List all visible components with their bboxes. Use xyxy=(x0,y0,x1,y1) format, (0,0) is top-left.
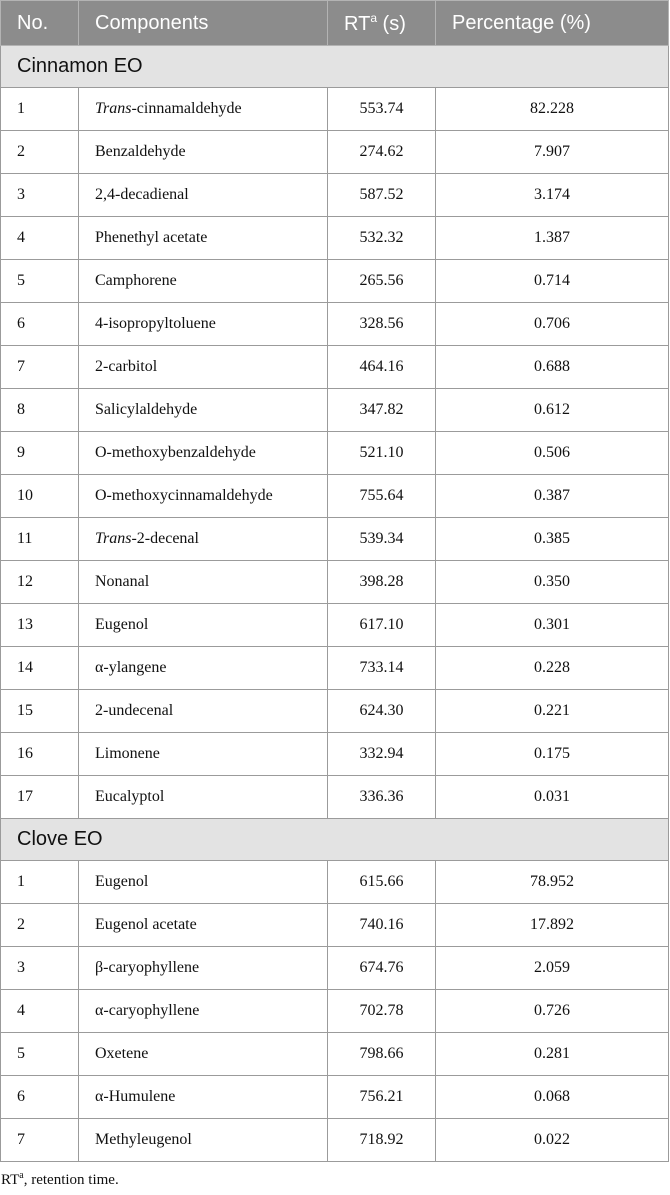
cell-no: 15 xyxy=(1,690,79,733)
cell-percentage: 0.022 xyxy=(436,1119,669,1162)
component-name: Camphorene xyxy=(95,272,177,289)
component-name: O-methoxybenzaldehyde xyxy=(95,444,256,461)
cell-rt: 398.28 xyxy=(328,561,436,604)
cell-no: 8 xyxy=(1,389,79,432)
cell-percentage: 0.031 xyxy=(436,776,669,819)
cell-no: 5 xyxy=(1,1033,79,1076)
cell-percentage: 0.612 xyxy=(436,389,669,432)
table-row xyxy=(1,346,669,389)
table-row xyxy=(1,518,669,561)
table-row xyxy=(1,1119,669,1162)
cell-rt: 615.66 xyxy=(328,861,436,904)
component-name: O-methoxycinnamaldehyde xyxy=(95,487,273,504)
table-row xyxy=(1,776,669,819)
component-name: Eucalyptol xyxy=(95,788,165,805)
cell-rt: 617.10 xyxy=(328,604,436,647)
table-row xyxy=(1,904,669,947)
cell-rt: 521.10 xyxy=(328,432,436,475)
cell-component xyxy=(79,88,328,131)
table-row xyxy=(1,733,669,776)
table-body xyxy=(1,46,669,1162)
cell-rt: 553.74 xyxy=(328,88,436,131)
header-rt: $RT^a$ (s) xyxy=(328,1,436,46)
cell-no: 2 xyxy=(1,131,79,174)
cell-component xyxy=(79,260,328,303)
cell-rt: 740.16 xyxy=(328,904,436,947)
cell-rt: 265.56 xyxy=(328,260,436,303)
cell-percentage: 17.892 xyxy=(436,904,669,947)
cell-component xyxy=(79,389,328,432)
component-name: β-caryophyllene xyxy=(95,959,200,976)
table-row xyxy=(1,990,669,1033)
component-prefix: Trans xyxy=(95,530,132,547)
cell-rt: 539.34 xyxy=(328,518,436,561)
cell-component xyxy=(79,733,328,776)
cell-component xyxy=(79,947,328,990)
cell-percentage: 0.726 xyxy=(436,990,669,1033)
cell-component xyxy=(79,174,328,217)
component-name: Eugenol acetate xyxy=(95,916,197,933)
cell-percentage: 0.228 xyxy=(436,647,669,690)
cell-percentage: 0.301 xyxy=(436,604,669,647)
table-row xyxy=(1,690,669,733)
table-row xyxy=(1,475,669,518)
component-name: -2-decenal xyxy=(131,530,199,547)
cell-component xyxy=(79,475,328,518)
component-name: -cinnamaldehyde xyxy=(131,100,242,117)
cell-rt: 756.21 xyxy=(328,1076,436,1119)
cell-percentage: 82.228 xyxy=(436,88,669,131)
cell-component xyxy=(79,217,328,260)
cell-percentage: 0.385 xyxy=(436,518,669,561)
cell-rt: 532.32 xyxy=(328,217,436,260)
cell-percentage: 0.706 xyxy=(436,303,669,346)
component-name: Methyleugenol xyxy=(95,1131,192,1148)
cell-component xyxy=(79,861,328,904)
cell-component xyxy=(79,647,328,690)
table-row xyxy=(1,561,669,604)
cell-rt: 587.52 xyxy=(328,174,436,217)
table-header xyxy=(1,1,669,46)
cell-percentage: 0.221 xyxy=(436,690,669,733)
component-name: 4-isopropyltoluene xyxy=(95,315,216,332)
table-row xyxy=(1,303,669,346)
cell-no: 1 xyxy=(1,861,79,904)
header-components: Components xyxy=(79,1,328,46)
cell-rt: 624.30 xyxy=(328,690,436,733)
cell-no: 4 xyxy=(1,990,79,1033)
section-title: Cinnamon EO xyxy=(1,46,669,88)
component-name: Benzaldehyde xyxy=(95,143,186,160)
cell-percentage: 1.387 xyxy=(436,217,669,260)
cell-component xyxy=(79,1119,328,1162)
table-row xyxy=(1,389,669,432)
cell-no: 6 xyxy=(1,303,79,346)
header-no: No. xyxy=(1,1,79,46)
cell-no: 11 xyxy=(1,518,79,561)
table-row xyxy=(1,1033,669,1076)
component-prefix: Trans xyxy=(95,100,132,117)
table-row xyxy=(1,1076,669,1119)
cell-percentage: 0.068 xyxy=(436,1076,669,1119)
table-row xyxy=(1,217,669,260)
table-row xyxy=(1,131,669,174)
footnote: $RT^a$, retention time. xyxy=(1,1170,119,1188)
cell-rt: 674.76 xyxy=(328,947,436,990)
cell-component xyxy=(79,1033,328,1076)
component-name: α-caryophyllene xyxy=(95,1002,200,1019)
cell-rt: 347.82 xyxy=(328,389,436,432)
section-header xyxy=(1,819,669,861)
cell-component xyxy=(79,131,328,174)
cell-no: 3 xyxy=(1,174,79,217)
component-name: 2-undecenal xyxy=(95,702,174,719)
table-row xyxy=(1,947,669,990)
component-name: Nonanal xyxy=(95,573,150,590)
cell-rt: 464.16 xyxy=(328,346,436,389)
cell-component xyxy=(79,604,328,647)
header-percentage: Percentage (%) xyxy=(436,1,669,46)
cell-percentage: 3.174 xyxy=(436,174,669,217)
cell-no: 7 xyxy=(1,1119,79,1162)
table-row xyxy=(1,432,669,475)
cell-percentage: 78.952 xyxy=(436,861,669,904)
cell-percentage: 0.387 xyxy=(436,475,669,518)
component-name: Phenethyl acetate xyxy=(95,229,208,246)
cell-rt: 336.36 xyxy=(328,776,436,819)
table-row xyxy=(1,174,669,217)
cell-component xyxy=(79,990,328,1033)
component-name: Limonene xyxy=(95,745,160,762)
cell-component xyxy=(79,776,328,819)
component-name: Oxetene xyxy=(95,1045,149,1062)
cell-component xyxy=(79,432,328,475)
component-name: α-Humulene xyxy=(95,1088,176,1105)
cell-component xyxy=(79,904,328,947)
cell-rt: 328.56 xyxy=(328,303,436,346)
cell-rt: 733.14 xyxy=(328,647,436,690)
component-name: 2,4-decadienal xyxy=(95,186,189,203)
cell-rt: 755.64 xyxy=(328,475,436,518)
component-name: Eugenol xyxy=(95,873,149,890)
section-title: Clove EO xyxy=(1,819,669,861)
cell-no: 13 xyxy=(1,604,79,647)
cell-rt: 332.94 xyxy=(328,733,436,776)
cell-rt: 274.62 xyxy=(328,131,436,174)
cell-no: 6 xyxy=(1,1076,79,1119)
cell-component xyxy=(79,303,328,346)
cell-no: 14 xyxy=(1,647,79,690)
cell-no: 16 xyxy=(1,733,79,776)
table-row xyxy=(1,88,669,131)
cell-no: 9 xyxy=(1,432,79,475)
cell-rt: 702.78 xyxy=(328,990,436,1033)
cell-percentage: 2.059 xyxy=(436,947,669,990)
cell-percentage: 0.506 xyxy=(436,432,669,475)
cell-percentage: 0.281 xyxy=(436,1033,669,1076)
cell-no: 17 xyxy=(1,776,79,819)
cell-percentage: 0.350 xyxy=(436,561,669,604)
cell-percentage: 0.714 xyxy=(436,260,669,303)
cell-component xyxy=(79,346,328,389)
table-row xyxy=(1,647,669,690)
cell-rt: 798.66 xyxy=(328,1033,436,1076)
table-row xyxy=(1,604,669,647)
component-name: 2-carbitol xyxy=(95,358,158,375)
component-name: Eugenol xyxy=(95,616,149,633)
cell-no: 5 xyxy=(1,260,79,303)
cell-no: 3 xyxy=(1,947,79,990)
cell-no: 4 xyxy=(1,217,79,260)
table-row xyxy=(1,861,669,904)
cell-no: 10 xyxy=(1,475,79,518)
section-header xyxy=(1,46,669,88)
cell-no: 7 xyxy=(1,346,79,389)
cell-rt: 718.92 xyxy=(328,1119,436,1162)
cell-percentage: 0.688 xyxy=(436,346,669,389)
cell-percentage: 7.907 xyxy=(436,131,669,174)
cell-component xyxy=(79,1076,328,1119)
cell-component xyxy=(79,561,328,604)
cell-component xyxy=(79,690,328,733)
cell-no: 1 xyxy=(1,88,79,131)
component-name: Salicylaldehyde xyxy=(95,401,198,418)
table-row xyxy=(1,260,669,303)
cell-no: 2 xyxy=(1,904,79,947)
component-name: α-ylangene xyxy=(95,659,167,676)
cell-no: 12 xyxy=(1,561,79,604)
cell-component xyxy=(79,518,328,561)
cell-percentage: 0.175 xyxy=(436,733,669,776)
